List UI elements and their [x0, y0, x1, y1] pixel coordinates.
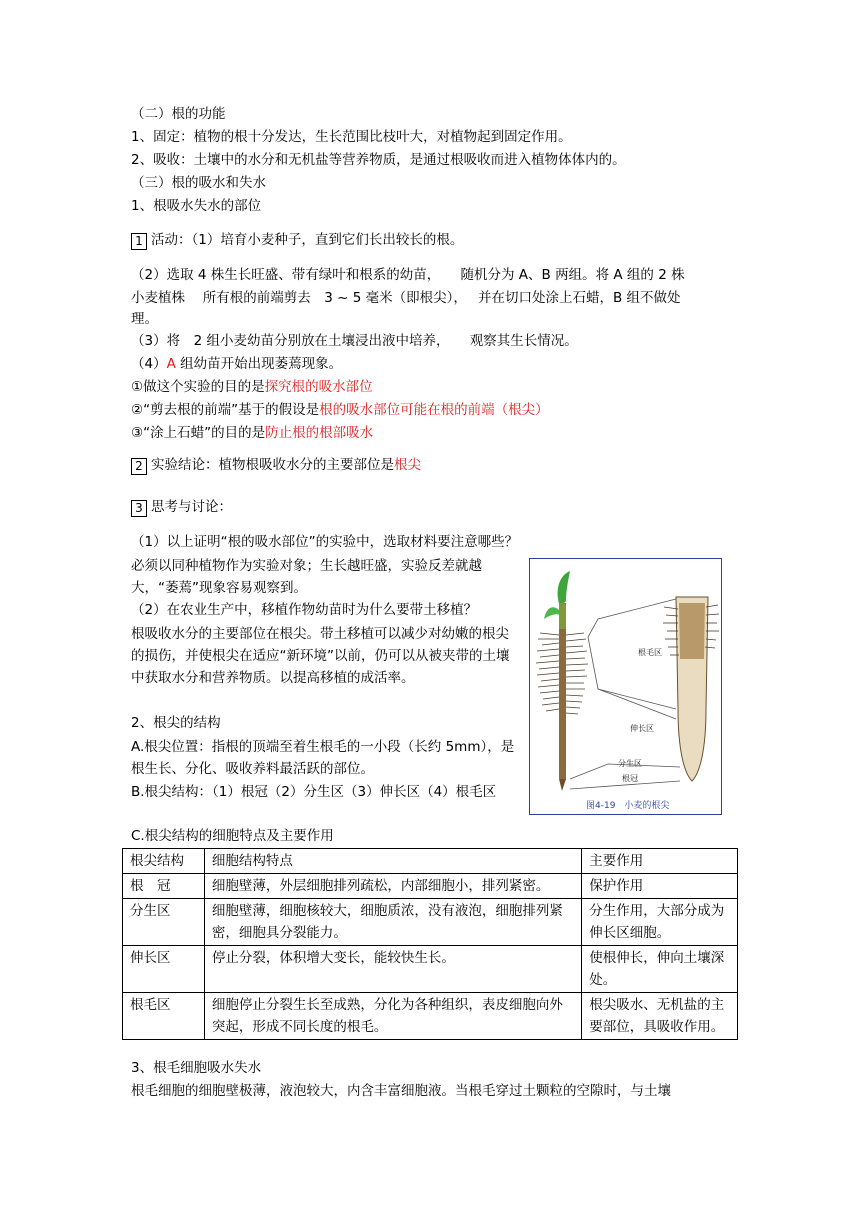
step-4-group: A — [166, 356, 176, 372]
table-row — [123, 946, 738, 993]
discussion-a2: 根吸收水分的主要部位在根尖。带土移植可以减少对幼嫩的根尖的损伤，并使根尖在适应“新环境”以前，仍可以从被夹带的土壤中获取水分和营养物质。以提高移植的成活率。 — [131, 626, 510, 686]
table-header: 细胞结构特点 — [204, 849, 581, 874]
table-cell: 分生作用，大部分成为伸长区细胞。 — [582, 899, 738, 946]
table-cell: 细胞停止分裂生长至成熟，分化为各种组织，表皮细胞向外突起，形成不同长度的根毛。 — [204, 993, 581, 1040]
question-3-text: ③“涂上石蜡”的目的是 — [131, 425, 266, 441]
figure-caption: 图4-19 小麦的根尖 — [586, 801, 670, 811]
root-tip-structure: B.根尖结构：（1）根冠（2）分生区（3）伸长区（4）根毛区 — [131, 784, 497, 800]
step-3-line: （3）将 2 组小麦幼苗分别放在土壤浸出液中培养， 观察其生长情况。 — [131, 333, 578, 349]
table-cell: 保护作用 — [582, 874, 738, 899]
section-root-hair: 3、根毛细胞吸水失水 — [131, 1060, 262, 1076]
root-hair-paragraph: 根毛细胞的细胞壁极薄，液泡较大，内含丰富细胞液。当根毛穿过土颗粒的空隙时，与土壤 — [131, 1083, 671, 1099]
label-root-hair-zone: 根毛区 — [638, 648, 662, 657]
table-cell: 细胞壁薄，外层细胞排列疏松，内部细胞小，排列紧密。 — [204, 874, 581, 899]
table-cell: 使根伸长，伸向土壤深处。 — [582, 946, 738, 993]
label-root-cap: 根冠 — [622, 774, 638, 783]
question-3-answer: 防止根的根部吸水 — [265, 425, 374, 441]
activity-text: 活动：（1）培育小麦种子，直到它们长出较长的根。 — [151, 232, 464, 248]
table-cell: 伸长区 — [123, 946, 205, 993]
hair-zone-shading — [679, 603, 705, 659]
discussion-title: 思考与讨论： — [151, 499, 232, 515]
line-h2: （二）根的功能 — [131, 106, 226, 122]
table-cell: 根毛区 — [123, 993, 205, 1040]
table-cell: 分生区 — [123, 899, 205, 946]
label-elongation-zone: 伸长区 — [630, 724, 654, 733]
table-cell: 根 冠 — [123, 874, 205, 899]
leaf-shape — [544, 607, 560, 619]
discussion-a1: 必须以同种植物作为实验对象；生长越旺盛，实验反差就越大，“萎蔫”现象容易观察到。 — [131, 558, 482, 596]
table-cell: 停止分裂，体积增大变长，能较快生长。 — [204, 946, 581, 993]
question-2 — [131, 400, 549, 420]
leaf-shape — [558, 571, 570, 607]
conclusion-text: 实验结论：植物根吸收水分的主要部位是 — [151, 457, 394, 473]
line-p1: 1、固定：植物的根十分发达，生长范围比枝叶大，对植物起到固定作用。 — [131, 129, 572, 145]
section-root-tip: 2、根尖的结构 — [131, 715, 221, 731]
table-cell: 细胞壁薄，细胞核较大，细胞质浓，没有液泡，细胞排列紧密，细胞具分裂能力。 — [204, 899, 581, 946]
question-2-answer: 根的吸水部位可能在根的前端（根尖） — [319, 402, 549, 418]
step-4-line — [131, 354, 342, 374]
table-header: 主要作用 — [582, 849, 738, 874]
table-cell: 根尖吸水、无机盐的主要部位，具吸收作用。 — [582, 993, 738, 1040]
question-1-answer: 探究根的吸水部位 — [264, 379, 373, 395]
root-tip-table — [122, 848, 738, 1040]
table-header: 根尖结构 — [123, 849, 205, 874]
root-tip-location: A.根尖位置：指根的顶端至着生根毛的一小段（长约 5mm），是根生长、分化、吸收养料最活跃的部位。 — [131, 739, 515, 777]
step-2-line-c: 理。 — [131, 311, 158, 327]
root-tip-figure — [529, 558, 722, 815]
question-2-text: ②“剪去根的前端”基于的假设是 — [131, 402, 320, 418]
root-shape — [559, 629, 566, 779]
root-tip-shape — [559, 779, 566, 791]
conclusion-answer: 根尖 — [394, 457, 421, 473]
line-p2: 2、吸收：土壤中的水分和无机盐等营养物质，是通过根吸收而进入植物体体内的。 — [131, 152, 626, 168]
discussion-q2: （2）在农业生产中，移植作物幼苗时为什么要带土移植？ — [131, 602, 478, 618]
number-box: 3 — [131, 500, 147, 517]
table-row — [123, 899, 738, 946]
step-4-text: 组幼苗开始出现萎蔫现象。 — [175, 356, 343, 372]
line-p3: 1、根吸水失水的部位 — [131, 198, 262, 214]
number-box: 2 — [131, 458, 147, 475]
step-2-line-b: 小麦植株 所有根的前端剪去 3 ~ 5 毫米（即根尖）， 并在切口处涂上石蜡，B 组不做处 — [131, 290, 681, 306]
discussion-heading — [131, 497, 232, 517]
number-box: 1 — [131, 233, 147, 250]
question-1-text: ①做这个实验的目的是 — [131, 379, 265, 395]
question-1 — [131, 377, 373, 397]
activity-line — [131, 230, 463, 250]
table-header-row — [123, 849, 738, 874]
table-caption: C.根尖结构的细胞特点及主要作用 — [131, 828, 334, 844]
discussion-q1: （1）以上证明“根的吸水部位”的实验中，选取材料要注意哪些？ — [131, 534, 519, 550]
conclusion-line — [131, 455, 421, 475]
step-4-prefix: （4） — [131, 356, 167, 372]
line-h3: （三）根的吸水和失水 — [131, 175, 266, 191]
stem-shape — [559, 603, 566, 633]
wheat-root-diagram — [530, 559, 721, 814]
table-row — [123, 874, 738, 899]
label-meristem-zone: 分生区 — [618, 759, 642, 768]
table-row — [123, 993, 738, 1040]
step-2-line-a: （2）选取 4 株生长旺盛、带有绿叶和根系的幼苗， 随机分为 A、B 两组。将 A 组的 2 株 — [131, 267, 685, 283]
question-3 — [131, 423, 373, 443]
